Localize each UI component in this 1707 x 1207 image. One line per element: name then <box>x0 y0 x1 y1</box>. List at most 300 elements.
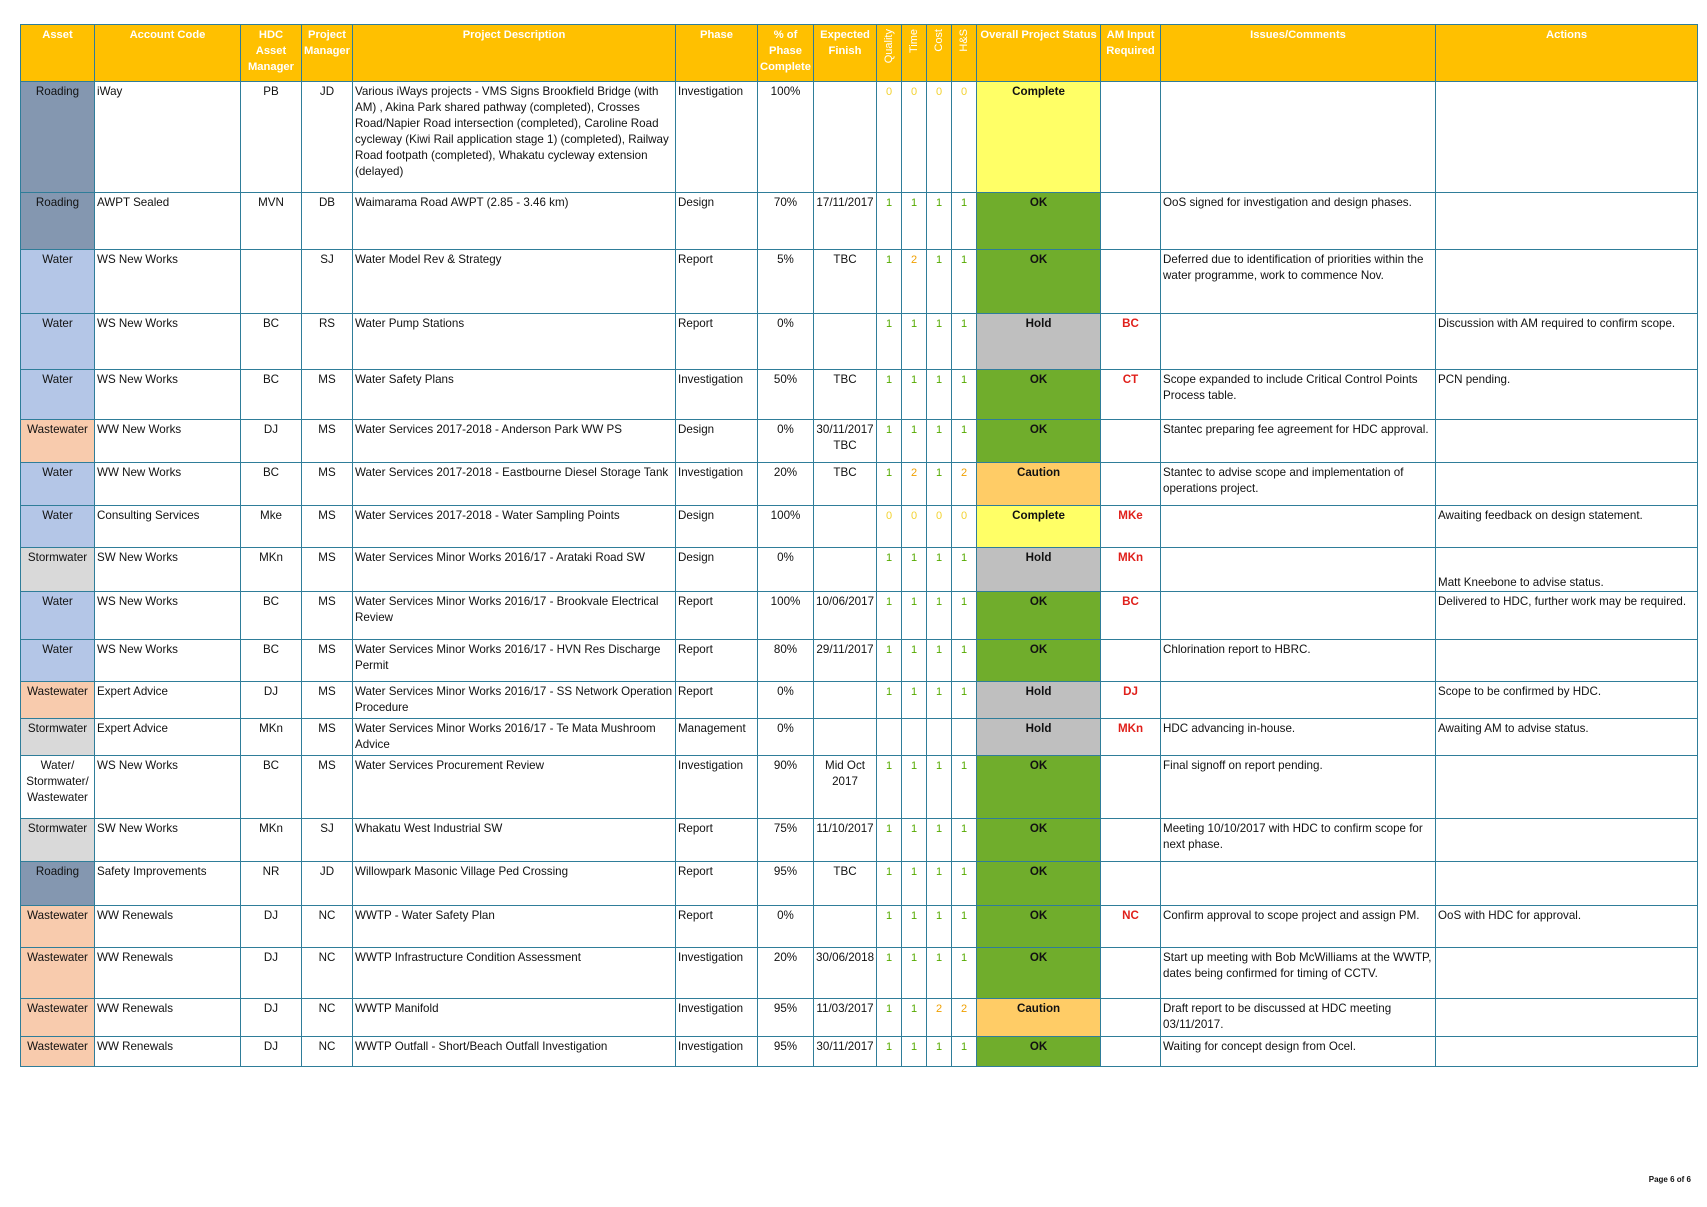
issues-comments-cell: Scope expanded to include Critical Control Points Process table. <box>1161 370 1436 420</box>
account-code-cell: WW Renewals <box>95 906 241 948</box>
expected-finish-cell: 17/11/2017 <box>814 193 877 250</box>
quality-score: 1 <box>877 463 902 506</box>
asset-cell: Stormwater <box>21 819 95 862</box>
hs-score: 0 <box>952 506 977 548</box>
quality-score: 0 <box>877 506 902 548</box>
project-manager-cell: MS <box>302 682 353 719</box>
asset-cell: Stormwater <box>21 719 95 756</box>
time-score: 1 <box>902 314 927 370</box>
expected-finish-cell <box>814 506 877 548</box>
table-header-row <box>21 25 1698 82</box>
issues-comments-cell: Stantec to advise scope and implementation of operations project. <box>1161 463 1436 506</box>
hdc-manager-cell: BC <box>241 370 302 420</box>
cost-score: 1 <box>927 370 952 420</box>
account-code-cell: WS New Works <box>95 756 241 819</box>
hdc-manager-cell: Mke <box>241 506 302 548</box>
asset-cell: Roading <box>21 193 95 250</box>
header-phase: Phase <box>676 25 758 82</box>
project-manager-cell: MS <box>302 506 353 548</box>
percent-complete-cell: 100% <box>758 506 814 548</box>
hs-score: 1 <box>952 592 977 640</box>
hdc-manager-cell: PB <box>241 82 302 193</box>
issues-comments-cell <box>1161 82 1436 193</box>
cost-score: 1 <box>927 314 952 370</box>
project-description-cell: Water Services Minor Works 2016/17 - Brookvale Electrical Review <box>353 592 676 640</box>
table-row <box>21 640 1698 682</box>
project-description-cell: Water Services Procurement Review <box>353 756 676 819</box>
quality-score: 1 <box>877 948 902 999</box>
quality-score: 1 <box>877 640 902 682</box>
header-time <box>902 25 927 82</box>
table-row <box>21 756 1698 819</box>
table-row <box>21 592 1698 640</box>
expected-finish-cell: TBC <box>814 463 877 506</box>
phase-cell: Report <box>676 314 758 370</box>
hs-score: 1 <box>952 756 977 819</box>
actions-cell <box>1436 999 1698 1037</box>
actions-cell: OoS with HDC for approval. <box>1436 906 1698 948</box>
quality-score: 1 <box>877 906 902 948</box>
time-score: 1 <box>902 370 927 420</box>
overall-status-badge: Caution <box>977 463 1101 506</box>
project-status-table <box>20 24 1698 1067</box>
header-asset: Asset <box>21 25 95 82</box>
account-code-cell: iWay <box>95 82 241 193</box>
hdc-manager-cell: BC <box>241 314 302 370</box>
account-code-cell: SW New Works <box>95 548 241 592</box>
expected-finish-cell: 30/06/2018 <box>814 948 877 999</box>
hdc-manager-cell: DJ <box>241 999 302 1037</box>
time-score: 1 <box>902 640 927 682</box>
account-code-cell: WW New Works <box>95 463 241 506</box>
cost-score: 1 <box>927 420 952 463</box>
phase-cell: Investigation <box>676 82 758 193</box>
time-score: 0 <box>902 506 927 548</box>
hdc-manager-cell: DJ <box>241 948 302 999</box>
account-code-cell: WW Renewals <box>95 999 241 1037</box>
overall-status-badge: OK <box>977 819 1101 862</box>
phase-cell: Report <box>676 250 758 314</box>
actions-cell: Awaiting feedback on design statement. <box>1436 506 1698 548</box>
am-input-cell <box>1101 193 1161 250</box>
phase-cell: Investigation <box>676 1037 758 1067</box>
hdc-manager-cell: DJ <box>241 682 302 719</box>
header-project-description: Project Description <box>353 25 676 82</box>
percent-complete-cell: 95% <box>758 999 814 1037</box>
expected-finish-cell <box>814 548 877 592</box>
time-score: 2 <box>902 250 927 314</box>
expected-finish-cell <box>814 314 877 370</box>
account-code-cell: WS New Works <box>95 314 241 370</box>
header-health-safety <box>952 25 977 82</box>
overall-status-badge: OK <box>977 592 1101 640</box>
quality-score: 1 <box>877 592 902 640</box>
hs-score: 0 <box>952 82 977 193</box>
percent-complete-cell: 95% <box>758 862 814 906</box>
expected-finish-cell <box>814 906 877 948</box>
overall-status-badge: Complete <box>977 82 1101 193</box>
percent-complete-cell: 20% <box>758 463 814 506</box>
table-row <box>21 82 1698 193</box>
cost-score: 1 <box>927 948 952 999</box>
project-description-cell: WWTP Outfall - Short/Beach Outfall Investigation <box>353 1037 676 1067</box>
asset-cell: Water <box>21 640 95 682</box>
cost-score: 1 <box>927 250 952 314</box>
header-account-code: Account Code <box>95 25 241 82</box>
phase-cell: Investigation <box>676 756 758 819</box>
time-score: 1 <box>902 906 927 948</box>
percent-complete-cell: 95% <box>758 1037 814 1067</box>
project-description-cell: Water Services 2017-2018 - Water Sampling Points <box>353 506 676 548</box>
cost-score: 1 <box>927 906 952 948</box>
overall-status-badge: OK <box>977 862 1101 906</box>
project-description-cell: Various iWays projects - VMS Signs Brookfield Bridge (with AM) , Akina Park shared pathway (completed), Crosses Road/Napier Road intersection (completed), Caroline Road cycleway (Kiwi Rail application stage 1) (completed), Railway Road footpath (completed), Whakatu cycleway extension (delayed) <box>353 82 676 193</box>
hs-score: 1 <box>952 640 977 682</box>
asset-cell: Wastewater <box>21 1037 95 1067</box>
asset-cell: Wastewater <box>21 906 95 948</box>
am-input-cell: BC <box>1101 314 1161 370</box>
page-number: Page 6 of 6 <box>1648 1175 1691 1184</box>
phase-cell: Investigation <box>676 999 758 1037</box>
table-row <box>21 314 1698 370</box>
phase-cell: Design <box>676 420 758 463</box>
quality-score: 1 <box>877 420 902 463</box>
expected-finish-cell: Mid Oct 2017 <box>814 756 877 819</box>
asset-cell: Water/ Stormwater/ Wastewater <box>21 756 95 819</box>
actions-cell <box>1436 756 1698 819</box>
percent-complete-cell: 0% <box>758 420 814 463</box>
overall-status-badge: OK <box>977 948 1101 999</box>
cost-score: 1 <box>927 640 952 682</box>
percent-complete-cell: 90% <box>758 756 814 819</box>
account-code-cell: Expert Advice <box>95 682 241 719</box>
header-time-label: Time <box>908 29 921 54</box>
hs-score: 1 <box>952 948 977 999</box>
account-code-cell: Safety Improvements <box>95 862 241 906</box>
time-score: 1 <box>902 862 927 906</box>
phase-cell: Design <box>676 548 758 592</box>
project-description-cell: Water Services 2017-2018 - Eastbourne Diesel Storage Tank <box>353 463 676 506</box>
expected-finish-cell: TBC <box>814 250 877 314</box>
header-quality <box>877 25 902 82</box>
issues-comments-cell: Start up meeting with Bob McWilliams at the WWTP, dates being confirmed for timing of CCTV. <box>1161 948 1436 999</box>
issues-comments-cell <box>1161 314 1436 370</box>
table-row <box>21 862 1698 906</box>
am-input-cell: CT <box>1101 370 1161 420</box>
expected-finish-cell: 30/11/2017 <box>814 1037 877 1067</box>
quality-score: 1 <box>877 999 902 1037</box>
issues-comments-cell: Deferred due to identification of priorities within the water programme, work to commence Nov. <box>1161 250 1436 314</box>
table-row <box>21 999 1698 1037</box>
account-code-cell: WW Renewals <box>95 948 241 999</box>
hdc-manager-cell: BC <box>241 756 302 819</box>
actions-cell <box>1436 250 1698 314</box>
quality-score <box>877 719 902 756</box>
percent-complete-cell: 0% <box>758 906 814 948</box>
account-code-cell: WS New Works <box>95 592 241 640</box>
expected-finish-cell: 10/06/2017 <box>814 592 877 640</box>
hs-score: 1 <box>952 862 977 906</box>
hs-score: 1 <box>952 250 977 314</box>
project-manager-cell: MS <box>302 370 353 420</box>
issues-comments-cell: HDC advancing in-house. <box>1161 719 1436 756</box>
expected-finish-cell <box>814 682 877 719</box>
account-code-cell: WS New Works <box>95 370 241 420</box>
project-description-cell: Water Safety Plans <box>353 370 676 420</box>
hs-score: 1 <box>952 420 977 463</box>
overall-status-badge: Hold <box>977 548 1101 592</box>
time-score: 1 <box>902 548 927 592</box>
asset-cell: Wastewater <box>21 999 95 1037</box>
project-manager-cell: MS <box>302 756 353 819</box>
asset-cell: Roading <box>21 862 95 906</box>
phase-cell: Investigation <box>676 463 758 506</box>
time-score: 1 <box>902 420 927 463</box>
time-score: 1 <box>902 1037 927 1067</box>
am-input-cell: MKn <box>1101 548 1161 592</box>
asset-cell: Wastewater <box>21 682 95 719</box>
cost-score: 1 <box>927 862 952 906</box>
asset-cell: Wastewater <box>21 948 95 999</box>
time-score <box>902 719 927 756</box>
actions-cell <box>1436 1037 1698 1067</box>
asset-cell: Wastewater <box>21 420 95 463</box>
project-description-cell: Waimarama Road AWPT (2.85 - 3.46 km) <box>353 193 676 250</box>
percent-complete-cell: 50% <box>758 370 814 420</box>
header-am-input: AM Input Required <box>1101 25 1161 82</box>
hdc-manager-cell: BC <box>241 463 302 506</box>
project-manager-cell: NC <box>302 999 353 1037</box>
issues-comments-cell: Draft report to be discussed at HDC meeting 03/11/2017. <box>1161 999 1436 1037</box>
am-input-cell <box>1101 999 1161 1037</box>
cost-score: 0 <box>927 82 952 193</box>
project-manager-cell: MS <box>302 640 353 682</box>
issues-comments-cell: Final signoff on report pending. <box>1161 756 1436 819</box>
actions-cell: PCN pending. <box>1436 370 1698 420</box>
overall-status-badge: OK <box>977 420 1101 463</box>
header-health-safety-label: H&S <box>958 29 971 52</box>
asset-cell: Water <box>21 506 95 548</box>
expected-finish-cell: 30/11/2017 TBC <box>814 420 877 463</box>
actions-cell: Scope to be confirmed by HDC. <box>1436 682 1698 719</box>
header-actions: Actions <box>1436 25 1698 82</box>
actions-cell: Discussion with AM required to confirm scope. <box>1436 314 1698 370</box>
percent-complete-cell: 0% <box>758 314 814 370</box>
table-row <box>21 548 1698 592</box>
phase-cell: Management <box>676 719 758 756</box>
project-description-cell: Water Services 2017-2018 - Anderson Park WW PS <box>353 420 676 463</box>
percent-complete-cell: 20% <box>758 948 814 999</box>
hs-score: 1 <box>952 314 977 370</box>
am-input-cell <box>1101 640 1161 682</box>
phase-cell: Report <box>676 592 758 640</box>
expected-finish-cell <box>814 82 877 193</box>
hdc-manager-cell: MKn <box>241 819 302 862</box>
header-quality-label: Quality <box>883 29 896 64</box>
project-description-cell: Water Services Minor Works 2016/17 - SS Network Operation Procedure <box>353 682 676 719</box>
project-manager-cell: MS <box>302 420 353 463</box>
cost-score: 0 <box>927 506 952 548</box>
actions-cell <box>1436 862 1698 906</box>
project-description-cell: Water Model Rev & Strategy <box>353 250 676 314</box>
percent-complete-cell: 0% <box>758 548 814 592</box>
quality-score: 1 <box>877 314 902 370</box>
am-input-cell <box>1101 250 1161 314</box>
time-score: 2 <box>902 463 927 506</box>
project-manager-cell: NC <box>302 948 353 999</box>
percent-complete-cell: 0% <box>758 719 814 756</box>
header-project-manager: Project Manager <box>302 25 353 82</box>
cost-score: 1 <box>927 682 952 719</box>
cost-score: 1 <box>927 819 952 862</box>
table-row <box>21 506 1698 548</box>
asset-cell: Water <box>21 370 95 420</box>
time-score: 1 <box>902 193 927 250</box>
time-score: 1 <box>902 819 927 862</box>
time-score: 1 <box>902 948 927 999</box>
issues-comments-cell <box>1161 592 1436 640</box>
hs-score: 1 <box>952 370 977 420</box>
overall-status-badge: Hold <box>977 314 1101 370</box>
account-code-cell: SW New Works <box>95 819 241 862</box>
am-input-cell: NC <box>1101 906 1161 948</box>
overall-status-badge: Complete <box>977 506 1101 548</box>
actions-cell <box>1436 640 1698 682</box>
table-row <box>21 819 1698 862</box>
am-input-cell: MKe <box>1101 506 1161 548</box>
hdc-manager-cell: NR <box>241 862 302 906</box>
actions-cell: Matt Kneebone to advise status. <box>1436 548 1698 592</box>
project-manager-cell: JD <box>302 82 353 193</box>
header-cost-label: Cost <box>933 29 946 52</box>
phase-cell: Design <box>676 506 758 548</box>
project-manager-cell: NC <box>302 1037 353 1067</box>
header-expected-finish: Expected Finish <box>814 25 877 82</box>
hs-score: 1 <box>952 193 977 250</box>
project-description-cell: WWTP Manifold <box>353 999 676 1037</box>
hs-score: 2 <box>952 999 977 1037</box>
percent-complete-cell: 70% <box>758 193 814 250</box>
hdc-manager-cell: MKn <box>241 719 302 756</box>
actions-cell <box>1436 463 1698 506</box>
hdc-manager-cell: MKn <box>241 548 302 592</box>
cost-score: 1 <box>927 463 952 506</box>
am-input-cell <box>1101 1037 1161 1067</box>
header-overall-status: Overall Project Status <box>977 25 1101 82</box>
phase-cell: Report <box>676 819 758 862</box>
hdc-manager-cell: BC <box>241 640 302 682</box>
hs-score: 1 <box>952 906 977 948</box>
project-manager-cell: RS <box>302 314 353 370</box>
actions-cell <box>1436 948 1698 999</box>
phase-cell: Report <box>676 640 758 682</box>
cost-score: 2 <box>927 999 952 1037</box>
quality-score: 1 <box>877 819 902 862</box>
am-input-cell: MKn <box>1101 719 1161 756</box>
percent-complete-cell: 100% <box>758 592 814 640</box>
hs-score: 2 <box>952 463 977 506</box>
expected-finish-cell: TBC <box>814 862 877 906</box>
overall-status-badge: OK <box>977 1037 1101 1067</box>
project-description-cell: Willowpark Masonic Village Ped Crossing <box>353 862 676 906</box>
account-code-cell: WW New Works <box>95 420 241 463</box>
issues-comments-cell <box>1161 506 1436 548</box>
table-row <box>21 719 1698 756</box>
issues-comments-cell <box>1161 862 1436 906</box>
hs-score: 1 <box>952 1037 977 1067</box>
percent-complete-cell: 80% <box>758 640 814 682</box>
phase-cell: Investigation <box>676 370 758 420</box>
table-row <box>21 370 1698 420</box>
account-code-cell: WW Renewals <box>95 1037 241 1067</box>
phase-cell: Report <box>676 906 758 948</box>
percent-complete-cell: 75% <box>758 819 814 862</box>
header-hdc-asset-manager: HDC Asset Manager <box>241 25 302 82</box>
project-manager-cell: NC <box>302 906 353 948</box>
header-cost <box>927 25 952 82</box>
time-score: 1 <box>902 682 927 719</box>
cost-score: 1 <box>927 756 952 819</box>
quality-score: 1 <box>877 370 902 420</box>
hdc-manager-cell: DJ <box>241 420 302 463</box>
time-score: 1 <box>902 756 927 819</box>
project-manager-cell: MS <box>302 548 353 592</box>
account-code-cell: WS New Works <box>95 640 241 682</box>
am-input-cell <box>1101 819 1161 862</box>
expected-finish-cell: 29/11/2017 <box>814 640 877 682</box>
phase-cell: Report <box>676 682 758 719</box>
header-issues-comments: Issues/Comments <box>1161 25 1436 82</box>
overall-status-badge: OK <box>977 756 1101 819</box>
am-input-cell: BC <box>1101 592 1161 640</box>
actions-cell: Delivered to HDC, further work may be required. <box>1436 592 1698 640</box>
issues-comments-cell <box>1161 548 1436 592</box>
account-code-cell: WS New Works <box>95 250 241 314</box>
issues-comments-cell: OoS signed for investigation and design phases. <box>1161 193 1436 250</box>
cost-score: 1 <box>927 548 952 592</box>
am-input-cell <box>1101 82 1161 193</box>
expected-finish-cell: 11/03/2017 <box>814 999 877 1037</box>
project-description-cell: Water Services Minor Works 2016/17 - Te Mata Mushroom Advice <box>353 719 676 756</box>
issues-comments-cell: Stantec preparing fee agreement for HDC approval. <box>1161 420 1436 463</box>
project-description-cell: Water Services Minor Works 2016/17 - Arataki Road SW <box>353 548 676 592</box>
quality-score: 1 <box>877 862 902 906</box>
asset-cell: Water <box>21 250 95 314</box>
project-manager-cell: DB <box>302 193 353 250</box>
quality-score: 1 <box>877 548 902 592</box>
quality-score: 1 <box>877 193 902 250</box>
quality-score: 1 <box>877 250 902 314</box>
asset-cell: Roading <box>21 82 95 193</box>
account-code-cell: Consulting Services <box>95 506 241 548</box>
time-score: 0 <box>902 82 927 193</box>
overall-status-badge: OK <box>977 370 1101 420</box>
hdc-manager-cell: DJ <box>241 1037 302 1067</box>
issues-comments-cell: Waiting for concept design from Ocel. <box>1161 1037 1436 1067</box>
project-description-cell: Water Services Minor Works 2016/17 - HVN Res Discharge Permit <box>353 640 676 682</box>
table-row <box>21 682 1698 719</box>
hs-score: 1 <box>952 819 977 862</box>
cost-score <box>927 719 952 756</box>
table-row <box>21 193 1698 250</box>
time-score: 1 <box>902 999 927 1037</box>
time-score: 1 <box>902 592 927 640</box>
table-row <box>21 948 1698 999</box>
asset-cell: Water <box>21 463 95 506</box>
am-input-cell <box>1101 420 1161 463</box>
quality-score: 1 <box>877 682 902 719</box>
hdc-manager-cell <box>241 250 302 314</box>
